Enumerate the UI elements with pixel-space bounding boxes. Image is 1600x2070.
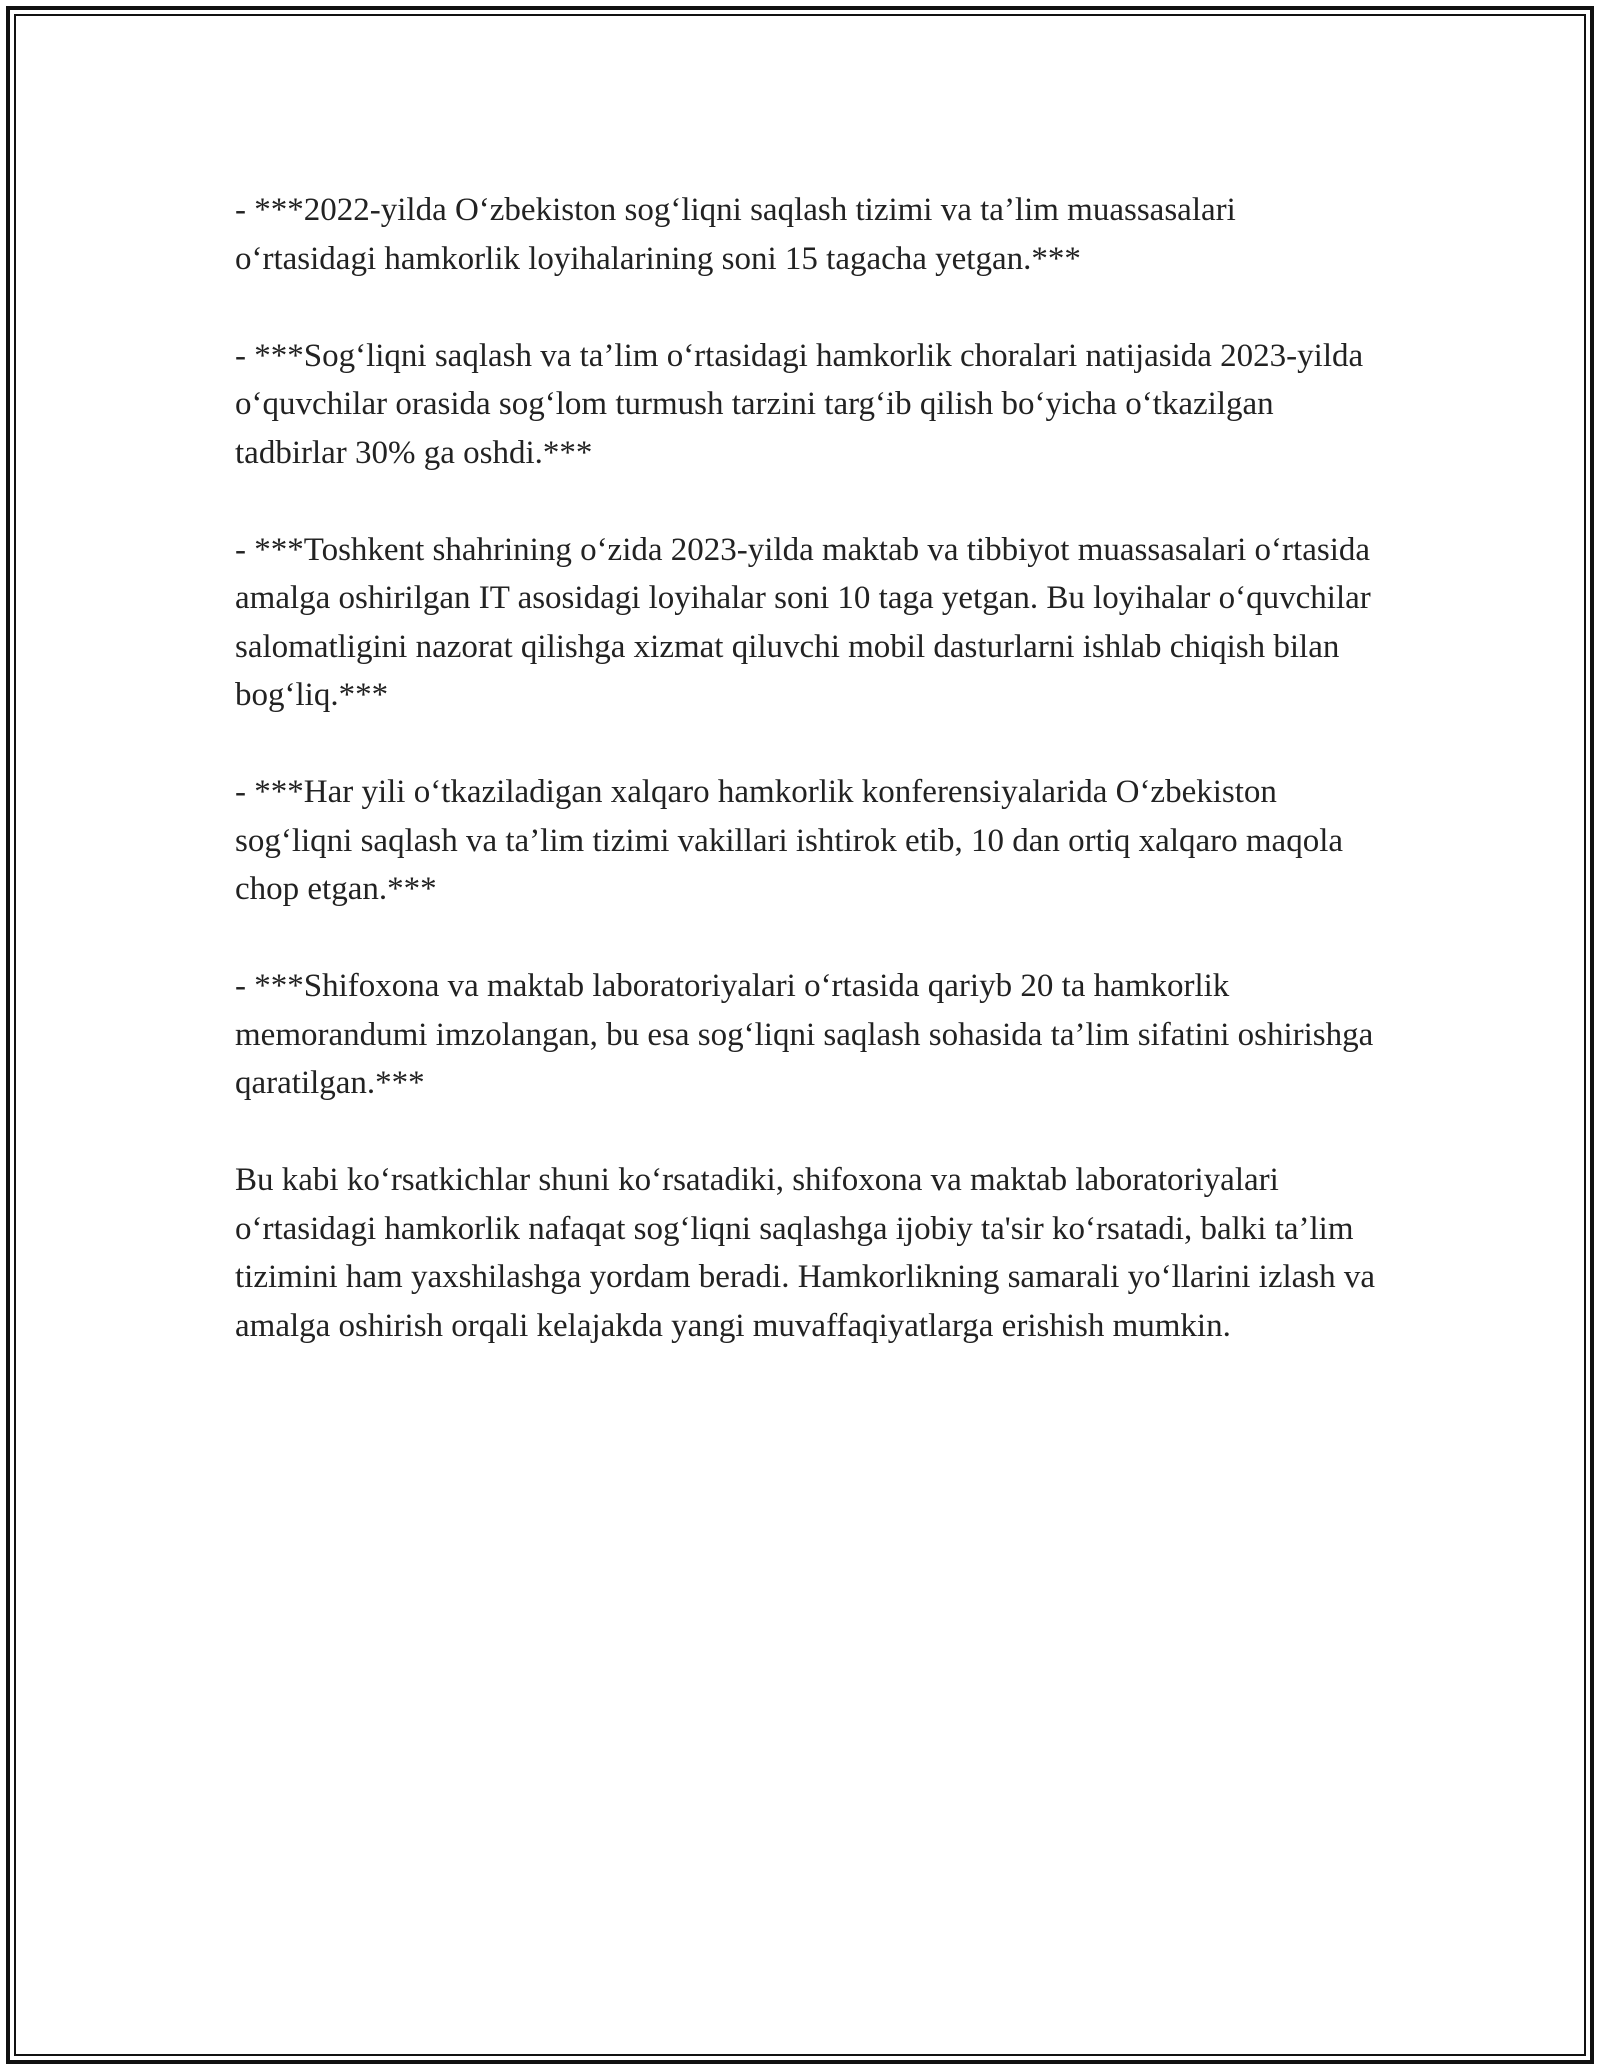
bullet-paragraph-4: - ***Har yili o‘tkaziladigan xalqaro hamkorlik konferensiyalarida O‘zbekiston sog‘liqni saqlash va ta’lim tizimi vakillari ishtirok etib, 10 dan ortiq xalqaro maqola chop etgan.*** bbox=[235, 774, 1344, 907]
bullet-paragraph-5: - ***Shifoxona va maktab laboratoriyalari o‘rtasida qariyb 20 ta hamkorlik memorandumi imzolangan, bu esa sog‘liqni saqlash sohasida ta’lim sifatini oshirishga qaratilgan.*** bbox=[235, 968, 1374, 1101]
bullet-paragraph-1: - ***2022-yilda O‘zbekiston sog‘liqni saqlash tizimi va ta’lim muassasalari o‘rtasidagi hamkorlik loyihalarining soni 15 tagacha yetgan.*** bbox=[235, 192, 1236, 277]
conclusion-paragraph: Bu kabi ko‘rsatkichlar shuni ko‘rsatadiki, shifoxona va maktab laboratoriyalari o‘rtasidagi hamkorlik nafaqat sog‘liqni saqlashga ijobiy ta'sir ko‘rsatadi, balki ta’lim tizimini ham yaxshilashga yordam beradi. Hamkorlikning samarali yo‘llarini izlash va amalga oshirish orqali kelajakda yangi muvaffaqiyatlarga erishish mumkin. bbox=[235, 1162, 1376, 1344]
bullet-paragraph-2: - ***Sog‘liqni saqlash va ta’lim o‘rtasidagi hamkorlik choralari natijasida 2023-yilda o‘quvchilar orasida sog‘lom turmush tarzini targ‘ib qilish bo‘yicha o‘tkazilgan tadbirlar 30% ga oshdi.*** bbox=[235, 337, 1364, 471]
document-body bbox=[235, 186, 1385, 1350]
bullet-paragraph-3: - ***Toshkent shahrining o‘zida 2023-yilda maktab va tibbiyot muassasalari o‘rtasida amalga oshirilgan IT asosidagi loyihalar soni 10 taga yetgan. Bu loyihalar o‘quvchilar salomatligini nazorat qilishga xizmat qiluvchi mobil dasturlarni ishlab chiqish bilan bog‘liq.*** bbox=[235, 531, 1371, 713]
